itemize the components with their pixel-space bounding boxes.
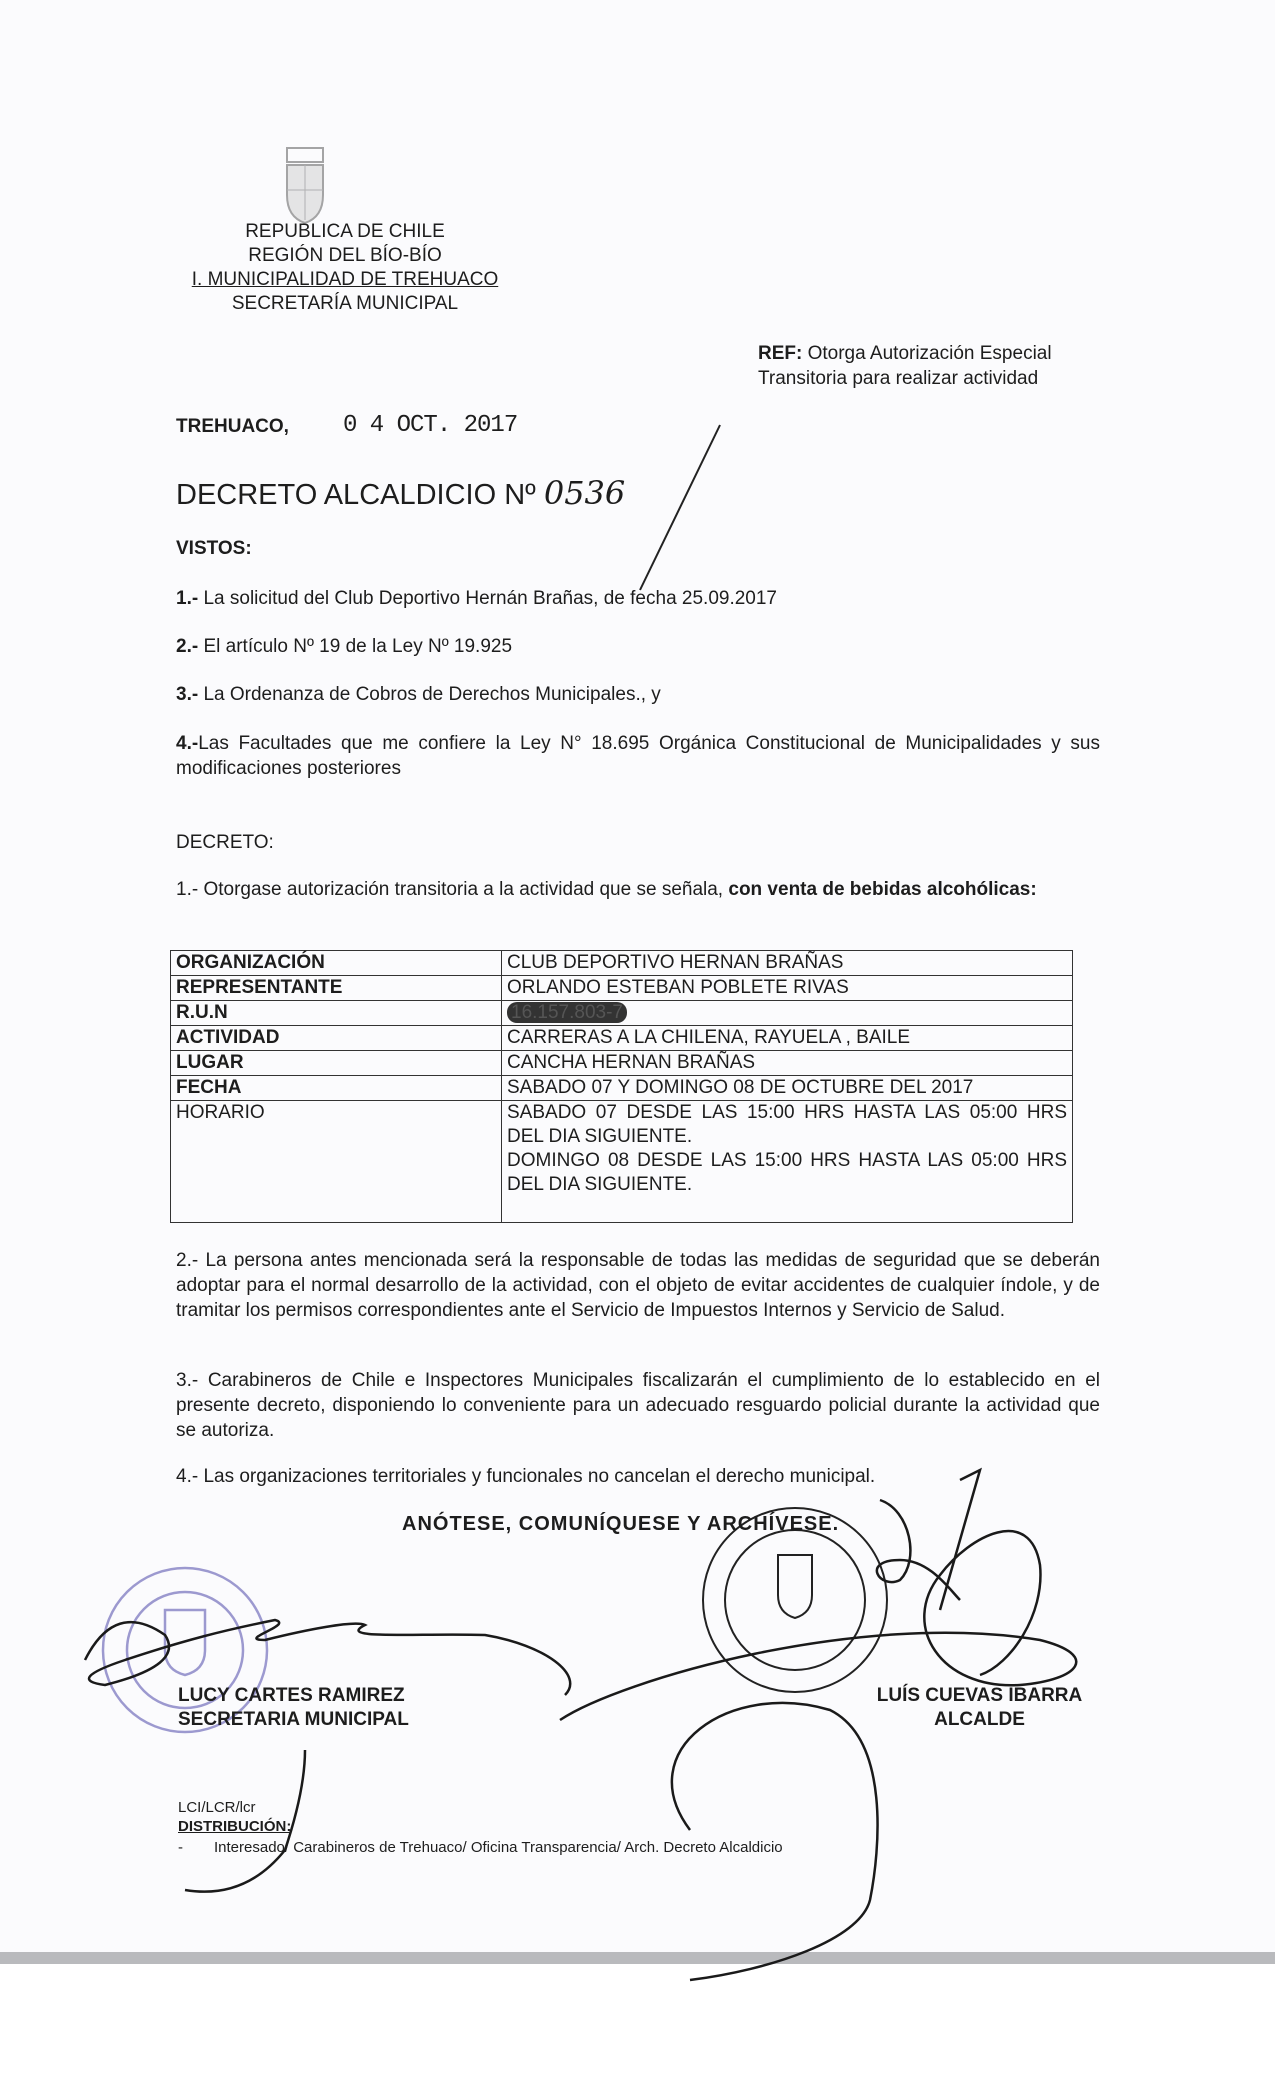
table-key: FECHA — [171, 1076, 502, 1101]
table-value — [502, 1001, 1073, 1026]
footer: LCI/LCR/lcr DISTRIBUCIÓN: - Interesado/ Carabineros de Trehuaco/ Oficina Transparencia/ Arch. Decreto Alcaldicio — [178, 1799, 783, 1856]
mayor-signature-block — [857, 1684, 1102, 1732]
mayor-role: ALCALDE — [934, 1709, 1025, 1730]
letterhead-line: REPUBLICA DE CHILE — [245, 221, 445, 242]
vistos-title: VISTOS: — [176, 538, 252, 559]
activity-table — [170, 950, 1073, 1223]
table-value: SABADO 07 Y DOMINGO 08 DE OCTUBRE DEL 2017 — [502, 1076, 1073, 1101]
table-value: CLUB DEPORTIVO HERNAN BRAÑAS — [502, 951, 1073, 976]
secretary-signature-block — [178, 1684, 409, 1732]
decreto-paragraph-4: 4.- Las organizaciones territoriales y funcionales no cancelan el derecho municipal. — [176, 1466, 876, 1487]
vistos-item: 4.-Las Facultades que me confiere la Ley N° 18.695 Orgánica Constitucional de Municipalidades y sus modificaciones posteriores — [176, 733, 1100, 779]
table-key: LUGAR — [171, 1051, 502, 1076]
ref-line2: Transitoria para realizar actividad — [758, 368, 1039, 389]
decree-title-text: DECRETO ALCALDICIO Nº — [176, 479, 536, 511]
table-value: CANCHA HERNAN BRAÑAS — [502, 1051, 1073, 1076]
vistos-item: 1.- La solicitud del Club Deportivo Hernán Brañas, de fecha 25.09.2017 — [176, 588, 778, 609]
table-key: ACTIVIDAD — [171, 1026, 502, 1051]
table-row — [171, 1101, 1073, 1223]
ref-label: REF: — [758, 343, 803, 364]
table-row — [171, 951, 1073, 976]
letterhead-line: REGIÓN DEL BÍO-BÍO — [248, 245, 442, 266]
table-row — [171, 1051, 1073, 1076]
distribution-title: DISTRIBUCIÓN: — [178, 1818, 292, 1835]
redacted-run: 16.157.803-7 — [507, 1002, 627, 1023]
decreto-paragraph-3: 3.- Carabineros de Chile e Inspectores Municipales fiscalizarán el cumplimiento de lo establecido en el presente decreto, disponiendo lo conveniente para un adecuado resguardo policial durante la actividad que se autoriza. — [176, 1370, 1100, 1441]
decree-title — [176, 474, 625, 512]
secretary-role: SECRETARIA MUNICIPAL — [178, 1709, 409, 1730]
municipal-crest-icon — [287, 148, 323, 223]
reference — [758, 341, 1052, 391]
letterhead-line: I. MUNICIPALIDAD DE TREHUACO — [191, 269, 499, 290]
date-stamp: 0 4 OCT. 2017 — [343, 412, 518, 439]
decreto-title: DECRETO: — [176, 832, 274, 853]
ref-line1: Otorga Autorización Especial — [807, 343, 1052, 364]
mayor-name: LUÍS CUEVAS IBARRA — [876, 1685, 1083, 1706]
table-key: R.U.N — [171, 1001, 502, 1026]
letterhead — [180, 220, 510, 316]
handwritten-slash — [640, 425, 720, 590]
vistos-item: 2.- El artículo Nº 19 de la Ley Nº 19.925 — [176, 636, 513, 657]
place: TREHUACO, — [176, 416, 289, 437]
table-key: REPRESENTANTE — [171, 976, 502, 1001]
secretary-name: LUCY CARTES RAMIREZ — [178, 1685, 405, 1706]
decreto-paragraph-1: 1.- Otorgase autorización transitoria a la actividad que se señala, con venta de bebidas alcohólicas: — [176, 879, 1037, 900]
table-row — [171, 1026, 1073, 1051]
table-value: ORLANDO ESTEBAN POBLETE RIVAS — [502, 976, 1073, 1001]
closing: ANÓTESE, COMUNÍQUESE Y ARCHÍVESE. — [402, 1513, 840, 1535]
decree-number: 0536 — [543, 474, 626, 512]
initials: LCI/LCR/lcr — [178, 1799, 256, 1816]
decreto-paragraph-2: 2.- La persona antes mencionada será la responsable de todas las medidas de seguridad que se deberán adoptar para el normal desarrollo de la actividad, con el objeto de evitar accidentes de cualquier índole, y de tramitar los permisos correspondientes ante el Servicio de Impuestos Internos y Servicio de Salud. — [176, 1250, 1100, 1321]
table-value: SABADO 07 DESDE LAS 15:00 HRS HASTA LAS 05:00 HRS DEL DIA SIGUIENTE. DOMINGO 08 DESDE LAS 15:00 HRS HASTA LAS 05:00 HRS DEL DIA SIGUIENTE. — [502, 1101, 1073, 1223]
table-row — [171, 1076, 1073, 1101]
table-value: CARRERAS A LA CHILENA, RAYUELA , BAILE — [502, 1026, 1073, 1051]
letterhead-line: SECRETARÍA MUNICIPAL — [231, 293, 459, 314]
table-row — [171, 976, 1073, 1001]
table-key: HORARIO — [171, 1101, 502, 1223]
vistos-item: 3.- La Ordenanza de Cobros de Derechos Municipales., y — [176, 684, 661, 705]
table-key: ORGANIZACIÓN — [171, 951, 502, 976]
table-row — [171, 1001, 1073, 1026]
distribution-item: Interesado/ Carabineros de Trehuaco/ Oficina Transparencia/ Arch. Decreto Alcaldicio — [214, 1839, 783, 1856]
